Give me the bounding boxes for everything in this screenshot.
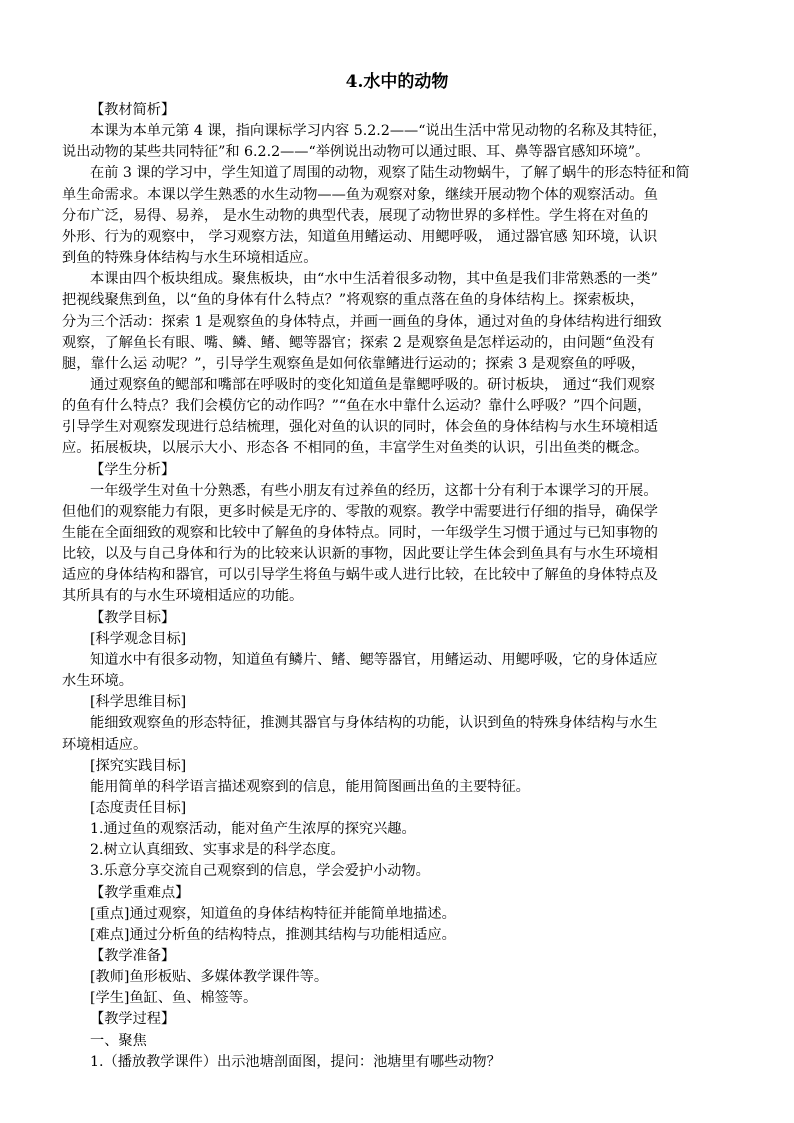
text-line: 单生命需求。本课以学生熟悉的水生动物——鱼为观察对象，继续开展动物个体的观察活动。鱼: [62, 186, 658, 203]
text-line: 3.乐意分享交流自己观察到的信息，学会爱护小动物。: [90, 863, 430, 880]
page-title: 4.水中的动物: [345, 72, 449, 92]
text-line: 观察，了解鱼长有眼、嘴、鳞、鳍、鳃等器官；探索 2 是观察鱼是怎样运动的，由问题“鱼没有: [62, 334, 655, 351]
text-line: 【教学准备】: [90, 948, 176, 964]
text-line: [科学观念目标]: [90, 630, 187, 647]
text-line: [教师]鱼形板贴、多媒体教学课件等。: [90, 969, 329, 986]
text-line: 一年级学生对鱼十分熟悉，有些小朋友有过养鱼的经历，这都十分有利于本课学习的开展。: [90, 482, 658, 499]
text-line: 把视线聚焦到鱼，以“鱼的身体有什么特点？”将观察的重点落在鱼的身体结构上。探索板块，: [62, 292, 645, 309]
text-line: 说出动物的某些共同特征”和 6.2.2——“举例说出动物可以通过眼、耳、鼻等器官感知环境”。: [62, 144, 650, 161]
text-line: 通过观察鱼的鳃部和嘴部在呼吸时的变化知道鱼是靠鳃呼吸的。研讨板块， 通过“我们观察: [90, 376, 656, 393]
text-line: 适应的身体结构和器官，可以引导学生将鱼与蜗牛或人进行比较，在比较中了解鱼的身体特点及: [62, 567, 658, 584]
text-line: 到鱼的特殊身体结构与水生环境相适应。: [62, 250, 318, 267]
text-line: 应。拓展板块，以展示大小、形态各 不相同的鱼，丰富学生对鱼类的认识，引出鱼类的概念。: [62, 440, 649, 457]
text-line: [重点]通过观察，知道鱼的身体结构特征并能简单地描述。: [90, 905, 456, 922]
text-line: 水生环境。: [62, 673, 133, 690]
text-line: 一、聚焦: [90, 1032, 147, 1049]
text-line: [态度责任目标]: [90, 799, 187, 816]
text-line: 2.树立认真细致、实事求是的科学态度。: [90, 842, 345, 859]
text-line: 【教学重难点】: [90, 884, 190, 901]
text-line: 【学生分析】: [90, 461, 176, 478]
text-line: 外形、行为的观察中， 学习观察方法，知道鱼用鳍运动、用鳃呼吸， 通过器官感 知环境，认识: [62, 228, 658, 245]
text-line: 分为三个活动：探索 1 是观察鱼的身体特点，并画一画鱼的身体，通过对鱼的身体结构进行细致: [62, 313, 662, 330]
text-line: 分布广泛，易得、易养， 是水生动物的典型代表，展现了动物世界的多样性。学生将在对鱼的: [62, 207, 649, 224]
text-line: 能用简单的科学语言描述观察到的信息，能用简图画出鱼的主要特征。: [90, 778, 530, 795]
text-line: [科学思维目标]: [90, 694, 187, 711]
text-line: 本课由四个板块组成。聚焦板块，由“水中生活着很多动物，其中鱼是我们非常熟悉的一类”: [90, 271, 658, 288]
text-line: 引导学生对观察发现进行总结梳理，强化对鱼的认识的同时，体会鱼的身体结构与水生环境相适: [62, 419, 658, 436]
text-line: [探究实践目标]: [90, 757, 187, 774]
text-line: 能细致观察鱼的形态特征，推测其器官与身体结构的功能，认识到鱼的特殊身体结构与水生: [90, 715, 658, 732]
text-line: [难点]通过分析鱼的结构特点，推测其结构与功能相适应。: [90, 926, 456, 943]
text-line: 其所具有的与水生环境相适应的功能。: [62, 588, 304, 605]
text-line: [学生]鱼缸、鱼、棉签等。: [90, 990, 258, 1007]
text-line: 的鱼有什么特点？我们会模仿它的动作吗？”“鱼在水中靠什么运动？靠什么呼吸？”四个问题，: [62, 398, 652, 415]
text-line: 本课为本单元第 4 课，指向课标学习内容 5.2.2——“说出生活中常见动物的名称及其特征，: [90, 123, 667, 140]
text-line: 知道水中有很多动物，知道鱼有鳞片、鳍、鳃等器官，用鳍运动、用鳃呼吸，它的身体适应: [90, 651, 658, 668]
text-line: 1.（播放教学课件）出示池塘剖面图，提问：池塘里有哪些动物？: [90, 1053, 501, 1070]
text-line: 在前 3 课的学习中，学生知道了周围的动物，观察了陆生动物蜗牛，了解了蜗牛的形态特征和简: [90, 165, 690, 182]
text-line: 生能在全面细致的观察和比较中了解鱼的身体特点。同时，一年级学生习惯于通过与已知事物的: [62, 525, 658, 541]
text-line: 【教材简析】: [90, 102, 176, 118]
text-line: 【教学目标】: [90, 609, 176, 626]
text-line: 但他们的观察能力有限，更多时候是无序的、零散的观察。教学中需要进行仔细的指导，确保学: [62, 503, 658, 520]
text-line: 【教学过程】: [90, 1011, 176, 1028]
text-line: 腿，靠什么运 动呢？”，引导学生观察鱼是如何依靠鳍进行运动的；探索 3 是观察鱼的呼吸，: [62, 355, 646, 372]
text-line: 比较，以及与自己身体和行为的比较来认识新的事物，因此要让学生体会到鱼具有与水生环境相: [62, 546, 658, 563]
text-line: 环境相适应。: [62, 736, 148, 753]
text-line: 1.通过鱼的观察活动，能对鱼产生浓厚的探究兴趣。: [90, 821, 416, 838]
